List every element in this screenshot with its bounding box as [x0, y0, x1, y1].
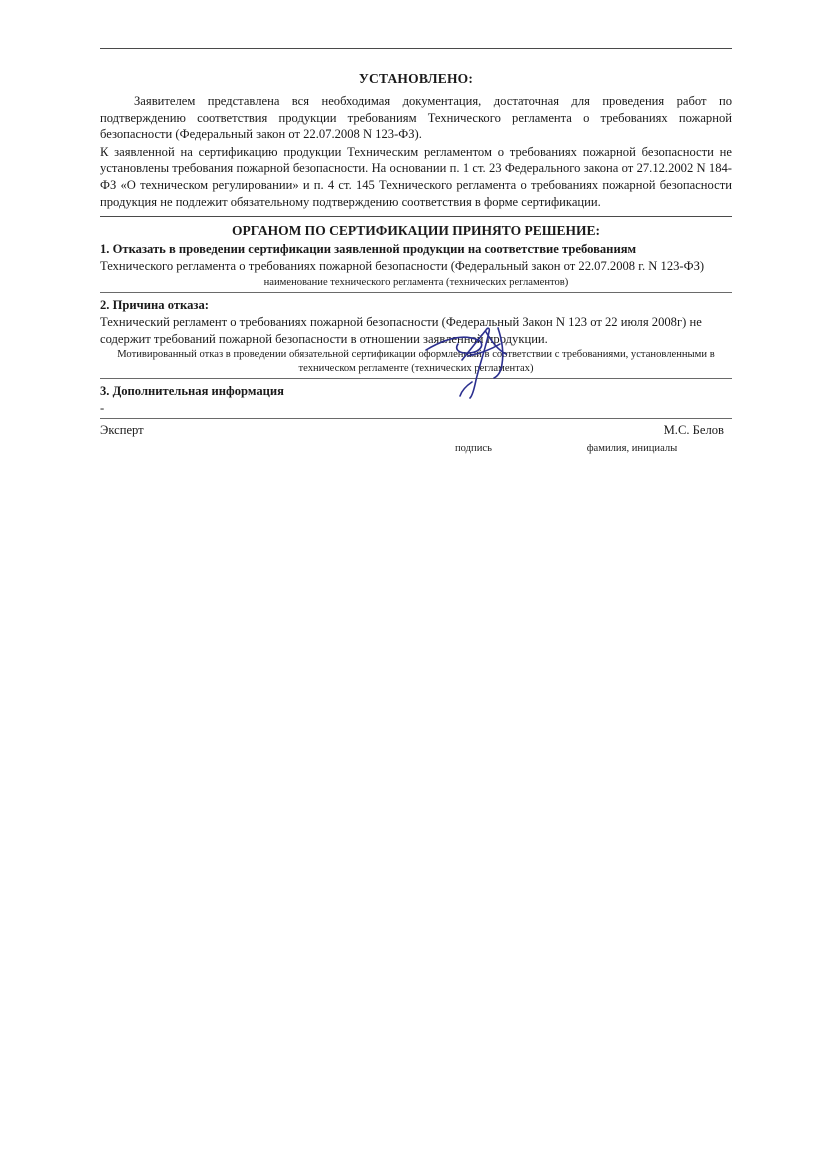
item1-title: 1. Отказать в проведении сертификации заявленной продукции на соответствие требованиям	[100, 242, 637, 257]
item2-title: 2. Причина отказа:	[100, 298, 209, 313]
divider-before-signature	[100, 418, 732, 419]
signature-role: Эксперт	[100, 422, 144, 437]
name-caption: фамилия, инициалы	[586, 442, 678, 454]
divider-after-established	[100, 216, 732, 217]
decision-heading: ОРГАНОМ ПО СЕРТИФИКАЦИИ ПРИНЯТО РЕШЕНИЕ:	[231, 223, 601, 239]
divider-after-item2	[100, 378, 732, 379]
document-body	[100, 48, 732, 457]
item3-title: 3. Дополнительная информация	[100, 383, 284, 398]
signature-captions	[100, 443, 732, 457]
established-paragraph-1: Заявителем представлена вся необходимая документация, достаточная для проведения работ по подтверждению соответствия продукции требованиям Технического регламента о требованиях пожарной безопасности (Федеральный закон от 22.07.2008 N 123-ФЗ).	[100, 94, 732, 142]
item1-caption: наименование технического регламента (технических регламентов)	[263, 276, 569, 288]
signature-caption: подпись	[455, 442, 492, 454]
established-heading: УСТАНОВЛЕНО:	[358, 71, 474, 86]
established-paragraph-2: К заявленной на сертификацию продукции Техническим регламентом о требованиях пожарной безопасности не установлены требования пожарной безопасности. На основании п. 1 ст. 23 Федерального закона от 27.12.2002 N 184-ФЗ «О техническом регулировании» и п. 4 ст. 145 Технического регламента о требованиях пожарной безопасности продукция не подлежит обязательному подтверждению соответствия в форме сертификации.	[100, 144, 732, 209]
item2-caption: Мотивированный отказ в проведении обязательной сертификации оформленный в соответствии с требованиями, установленными в техническом регламенте (технических регламентах)	[117, 349, 715, 374]
item3-value: -	[100, 400, 105, 415]
top-divider	[100, 48, 732, 49]
signature-row	[100, 423, 732, 443]
item1-text: Технического регламента о требованиях пожарной безопасности (Федеральный закон от 22.07.2008 г. N 123-ФЗ)	[100, 259, 705, 274]
signature-name: М.С. Белов	[663, 422, 724, 437]
signature-block	[100, 423, 732, 457]
divider-after-item1	[100, 292, 732, 293]
item2-text: Технический регламент о требованиях пожарной безопасности (Федеральный Закон N 123 от 22 июля 2008г) не содержит требований пожарной безопасности в отношении заявленной продукции.	[100, 315, 702, 346]
